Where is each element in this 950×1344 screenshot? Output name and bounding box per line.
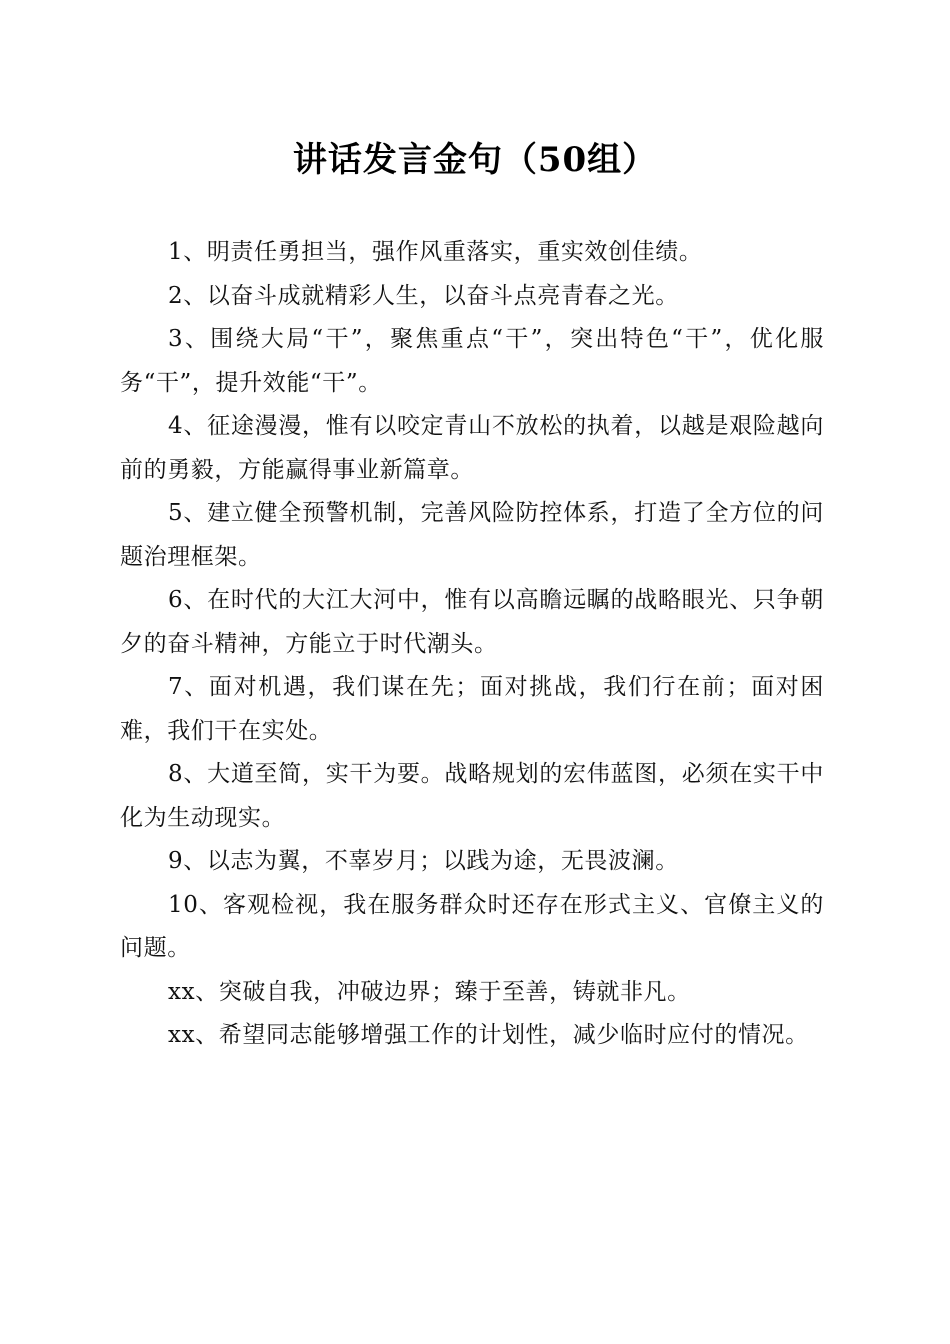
paragraph-1: 1、明责任勇担当，强作风重落实，重实效创佳绩。 xyxy=(168,239,703,265)
paragraph-9: 9、以志为翼，不辜岁月；以践为途，无畏波澜。 xyxy=(168,848,679,874)
paragraph-10: 10、客观检视，我在服务群众时还存在形式主义、官僚主义的问题。 xyxy=(120,891,824,961)
paragraph-12: xx、希望同志能够增强工作的计划性，减少临时应付的情况。 xyxy=(168,1022,809,1048)
document-title: 讲话发言金句（50组） xyxy=(292,140,658,180)
document-body xyxy=(120,231,824,1058)
paragraph-3: 3、围绕大局“干”，聚焦重点“干”，突出特色“干”，优化服务“干”，提升效能“干”。 xyxy=(120,326,824,396)
paragraph-2: 2、以奋斗成就精彩人生，以奋斗点亮青春之光。 xyxy=(168,282,679,309)
paragraph-6: 6、在时代的大江大河中，惟有以高瞻远瞩的战略眼光、只争朝夕的奋斗精神，方能立于时代潮头。 xyxy=(120,587,824,657)
paragraph-5: 5、建立健全预警机制，完善风险防控体系，打造了全方位的问题治理框架。 xyxy=(120,500,824,570)
paragraph-7: 7、面对机遇，我们谋在先；面对挑战，我们行在前；面对困难，我们干在实处。 xyxy=(120,674,824,744)
paragraph-8: 8、大道至简，实干为要。战略规划的宏伟蓝图，必须在实干中化为生动现实。 xyxy=(120,761,824,831)
paragraph-11: xx、突破自我，冲破边界；臻于至善，铸就非凡。 xyxy=(168,978,691,1005)
paragraph-4: 4、征途漫漫，惟有以咬定青山不放松的执着，以越是艰险越向前的勇毅，方能赢得事业新篇章。 xyxy=(120,413,824,483)
